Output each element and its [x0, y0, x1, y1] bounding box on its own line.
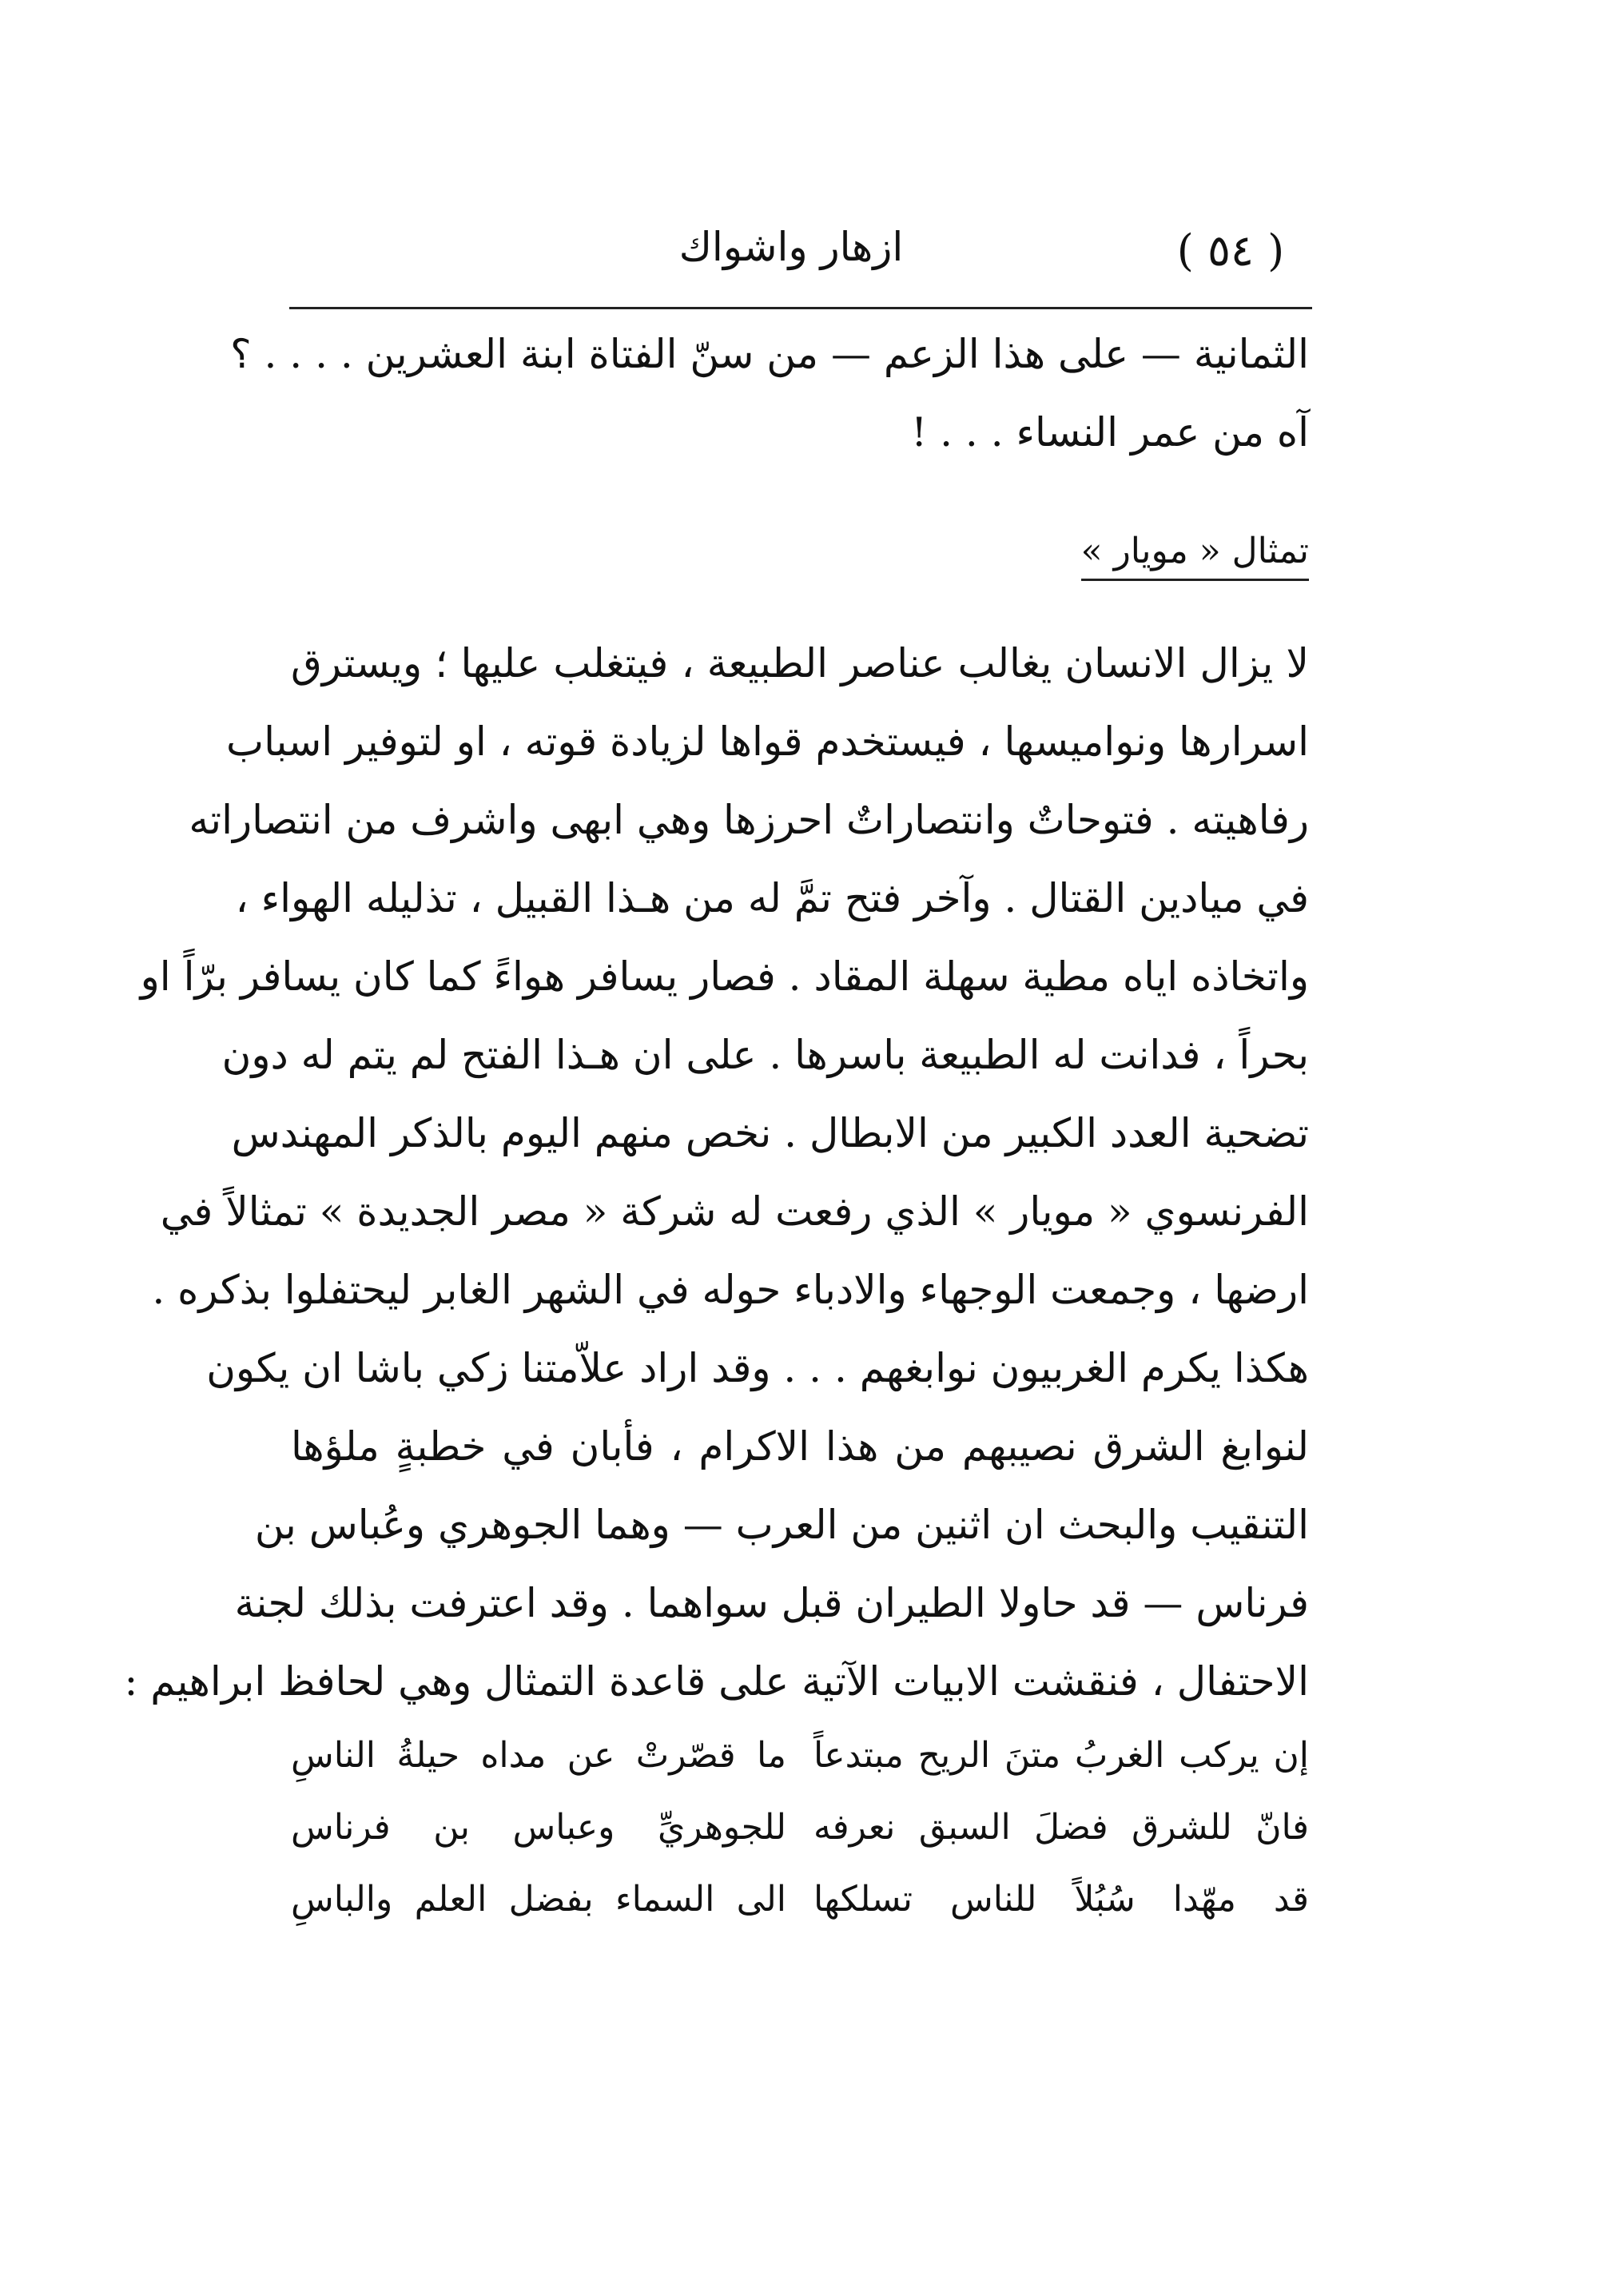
body-line: الاحتفال ، فنقشت الابيات الآتية على قاعدة التمثال وهي لحافظ ابراهيم :: [124, 1658, 1309, 1705]
body-line: تضحية العدد الكبير من الابطال . نخص منهم اليوم بالذكر المهندس: [231, 1110, 1309, 1156]
body-line: لنوابغ الشرق نصيبهم من هذا الاكرام ، فأبان في خطبةٍ ملؤها: [291, 1423, 1309, 1470]
intro-line: آه من عمر النساء . . . !: [911, 409, 1309, 456]
poem-verse: [291, 1728, 1309, 1784]
body-line: الفرنسوي « مويار » الذي رفعت له شركة « مصر الجديدة » تمثالاً في: [160, 1188, 1309, 1235]
body-line: لا يزال الانسان يغالب عناصر الطبيعة ، فيتغلب عليها ؛ ويسترق: [291, 640, 1309, 686]
poem-verse: [291, 1872, 1309, 1928]
poem-verse: [291, 1800, 1309, 1856]
body-line: ارضها ، وجمعت الوجهاء والادباء حوله في الشهر الغابر ليحتفلوا بذكره .: [152, 1267, 1309, 1313]
body-line: واتخاذه اياه مطية سهلة المقاد . فصار يسافر هواءً كما كان يسافر برّاً او: [140, 953, 1309, 1000]
body-line: هكذا يكرم الغربيون نوابغهم . . . وقد اراد علاّمتنا زكي باشا ان يكون: [206, 1345, 1309, 1391]
running-header-title: ازهار واشواك: [678, 224, 904, 270]
section-heading: تمثال « مويار »: [1081, 527, 1309, 581]
body-line: فرناس — قد حاولا الطيران قبل سواهما . وقد اعترفت بذلك لجنة: [234, 1580, 1309, 1626]
verse-second-hemistich: ما قصّرتْ عن مداه حيلةُ الناسِ: [291, 1735, 786, 1776]
body-line: رفاهيته . فتوحاتٌ وانتصاراتٌ احرزها وهي ابهى واشرف من انتصاراته: [189, 797, 1309, 843]
verse-second-hemistich: الى السماء بفضل العلم والباسِ: [291, 1879, 786, 1920]
page-number: ( ٥٤ ): [1176, 225, 1285, 276]
intro-line: الثمانية — على هذا الزعم — من سنّ الفتاة ابنة العشرين . . . . ؟: [230, 331, 1309, 377]
header-rule: [289, 307, 1312, 309]
body-line: التنقيب والبحث ان اثنين من العرب — وهما الجوهري وعُباس بن: [254, 1502, 1309, 1548]
verse-first-hemistich: فانّ للشرق فضلَ السبق نعرفه: [813, 1807, 1309, 1848]
verse-second-hemistich: للجوهريِّ وعباس بن فرناس: [291, 1807, 786, 1848]
verse-first-hemistich: قد مهّدا سُبُلاً للناس تسلكها: [813, 1879, 1309, 1920]
verse-first-hemistich: إن يركب الغربُ متنَ الريح مبتدعاً: [813, 1735, 1309, 1776]
body-line: اسرارها ونواميسها ، فيستخدم قواها لزيادة قوته ، او لتوفير اسباب: [226, 718, 1309, 765]
body-line: بحراً ، فدانت له الطبيعة باسرها . على ان هـذا الفتح لم يتم له دون: [221, 1032, 1309, 1078]
body-line: في ميادين القتال . وآخر فتح تمَّ له من هـذا القبيل ، تذليله الهواء ،: [235, 875, 1309, 921]
